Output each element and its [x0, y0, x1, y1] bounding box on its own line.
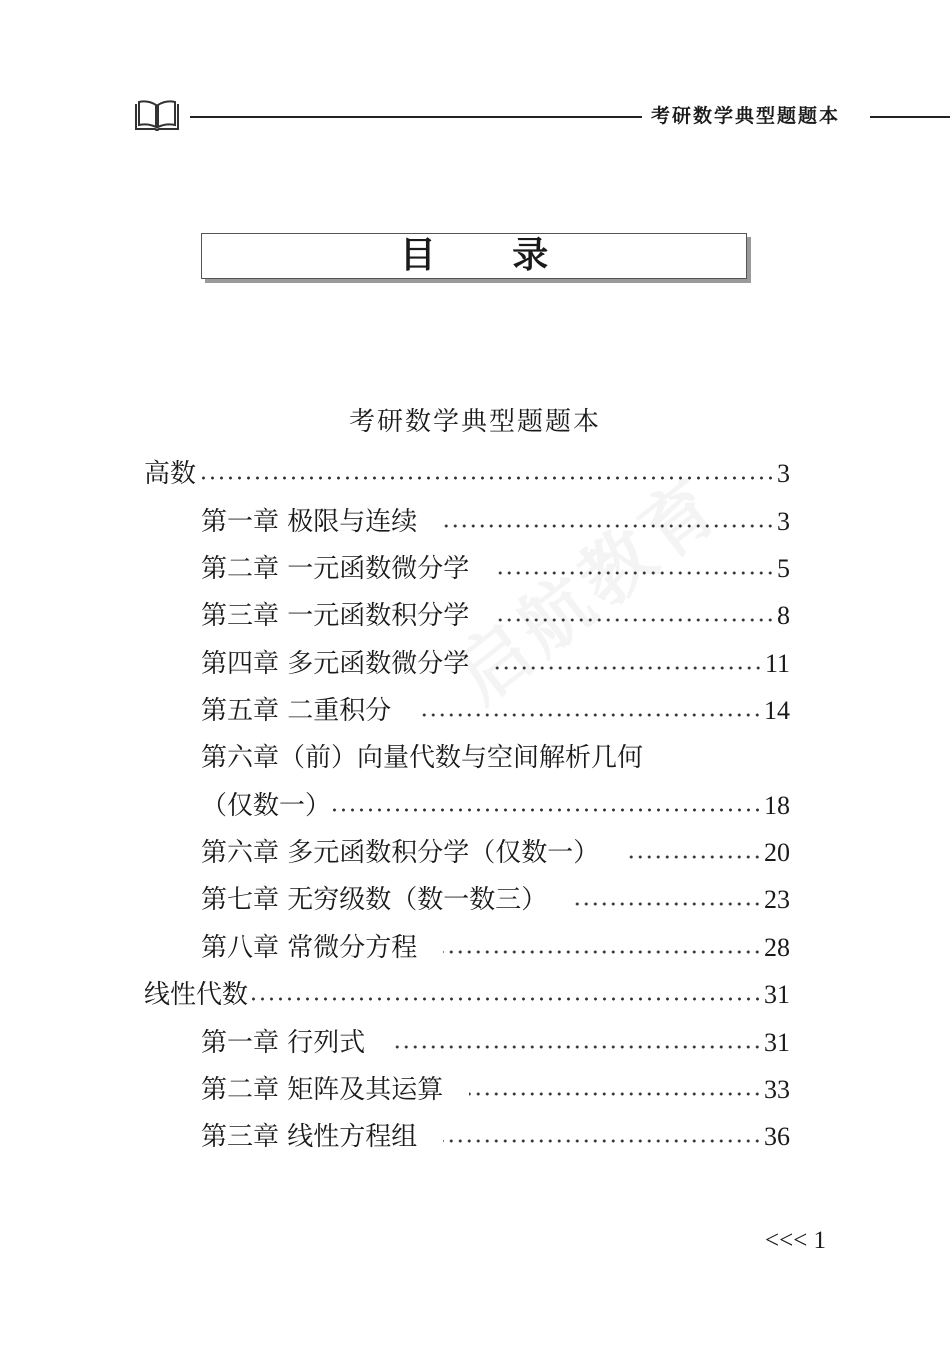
toc-chapter-title: 第一章 极限与连续: [201, 507, 418, 537]
toc-chapter-title: 第三章 一元函数积分学: [201, 601, 470, 631]
toc-chapter[interactable]: [201, 876, 790, 916]
toc-leader-dots: [625, 854, 762, 860]
toc-chapter-title: 第二章 矩阵及其运算: [201, 1075, 444, 1105]
toc-chapter[interactable]: [201, 829, 790, 869]
toc-page-number: 5: [777, 554, 790, 583]
toc-page-number: 23: [764, 885, 790, 914]
toc-leader-dots: [443, 1138, 762, 1144]
toc-chapter[interactable]: [201, 687, 790, 727]
open-book-icon: [133, 99, 181, 133]
toc-chapter-title: 第二章 一元函数微分学: [201, 554, 470, 584]
toc-page-number: 36: [764, 1122, 790, 1151]
toc-page-number: 3: [777, 507, 790, 536]
toc-page-number: 28: [764, 933, 790, 962]
toc-chapter-title: 第八章 常微分方程: [201, 933, 418, 963]
toc-leader-dots: [248, 996, 762, 1002]
toc-chapter[interactable]: [201, 924, 790, 964]
toc-chapter-continuation[interactable]: [201, 782, 790, 822]
toc-part-calculus[interactable]: [144, 450, 790, 490]
toc-leader-dots: [391, 1044, 762, 1050]
toc-chapter[interactable]: [201, 498, 790, 538]
toc-chapter-title: 第七章 无穷级数（数一数三）: [201, 885, 548, 915]
toc-leader-dots: [331, 807, 762, 813]
toc-leader-dots: [443, 949, 762, 955]
toc-chapter[interactable]: [201, 545, 790, 585]
header-rule-right: [870, 116, 950, 118]
toc-page-number: 20: [764, 838, 790, 867]
toc-leader-dots: [443, 523, 775, 529]
contents-heading-box: [201, 233, 747, 279]
book-title: 考研数学典型题题本: [348, 407, 601, 437]
header-rule-left: [190, 116, 642, 118]
toc-page-number: 11: [764, 649, 790, 678]
watermark: 启航教育: [439, 460, 738, 719]
toc-chapter-title: 第六章 多元函数积分学（仅数一）: [201, 838, 600, 868]
running-header-title: 考研数学典型题题本: [651, 105, 841, 127]
toc-chapter-title: 第四章 多元函数微分学: [201, 649, 470, 679]
toc-page-number: 18: [764, 791, 790, 820]
toc-chapter-title: 第一章 行列式: [201, 1028, 366, 1058]
toc-page-number: 33: [764, 1075, 790, 1104]
toc-chapter[interactable]: [201, 1066, 790, 1106]
toc-chapter[interactable]: [201, 1113, 790, 1153]
toc-page-number: 31: [764, 980, 790, 1009]
toc-page-number: 14: [764, 696, 790, 725]
toc-leader-dots: [573, 901, 762, 907]
page-number-footer: <<< 1: [765, 1227, 827, 1254]
toc-page-number: 8: [777, 601, 790, 630]
toc-chapter[interactable]: [201, 640, 790, 680]
contents-heading: 目 录: [399, 235, 581, 276]
toc-leader-dots: [495, 665, 763, 671]
toc-part-linear-algebra[interactable]: [144, 971, 790, 1011]
toc-page-number: 31: [764, 1028, 790, 1057]
toc-page-number: 3: [777, 459, 790, 488]
toc-leader-dots: [495, 570, 775, 576]
toc-chapter-title: 第五章 二重积分: [201, 696, 392, 726]
toc-leader-dots: [417, 712, 762, 718]
toc-chapter-title: 第六章（前）向量代数与空间解析几何: [201, 743, 644, 773]
toc-leader-dots: [495, 617, 775, 623]
toc-chapter-title: 第三章 线性方程组: [201, 1122, 418, 1152]
toc-chapter-first-line[interactable]: [201, 734, 643, 774]
toc-part-title: 高数: [144, 459, 197, 489]
toc-leader-dots: [196, 475, 775, 481]
toc-chapter[interactable]: [201, 1019, 790, 1059]
toc-leader-dots: [469, 1091, 762, 1097]
toc-chapter-title-continuation: （仅数一）: [201, 791, 332, 821]
toc-chapter[interactable]: [201, 592, 790, 632]
toc-part-title: 线性代数: [144, 980, 249, 1010]
